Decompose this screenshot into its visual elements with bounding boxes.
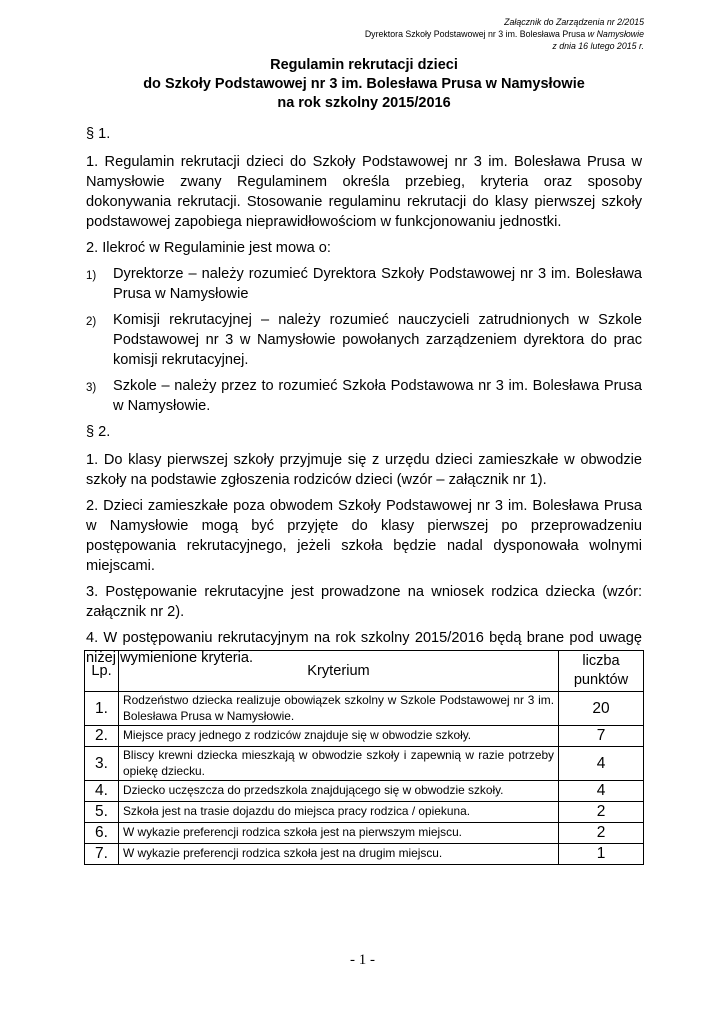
row-criterion: Miejsce pracy jednego z rodziców znajduje się w obwodzie szkoły. xyxy=(119,726,559,747)
section-2-paragraph-1: 1. Do klasy pierwszej szkoły przyjmuje się z urzędu dzieci zamieszkałe w obwodzie szkoły na podstawie zgłoszenia rodziców dzieci (wzór – załącznik nr 1). xyxy=(86,452,642,488)
row-lp: 1. xyxy=(85,692,119,726)
table-row xyxy=(85,726,644,747)
row-criterion: Bliscy krewni dziecka mieszkają w obwodzie szkoły i zapewnią w razie potrzeby opiekę dziecku. xyxy=(119,747,559,781)
document-title xyxy=(84,56,644,113)
document-body xyxy=(86,124,642,674)
definition-item-number: 3) xyxy=(86,382,97,394)
row-points: 4 xyxy=(559,747,644,781)
header-line-2-italic: w Namysłowie xyxy=(587,29,644,39)
row-points: 4 xyxy=(559,781,644,802)
row-points: 7 xyxy=(559,726,644,747)
row-lp: 3. xyxy=(85,747,119,781)
row-criterion: Dziecko uczęszcza do przedszkola znajdującego się w obwodzie szkoły. xyxy=(119,781,559,802)
header-line-2-upright: Dyrektora Szkoły Podstawowej nr 3 im. Bolesława Prusa xyxy=(364,29,586,39)
section-2-paragraph-2: 2. Dzieci zamieszkałe poza obwodem Szkoły Podstawowej nr 3 im. Bolesława Prusa w Namysłowie mogą być przyjęte do klasy pierwszej po przeprowadzeniu postępowania rekrutacyjnego, jeżeli szkoła będzie nadal dysponowała wolnymi miejscami. xyxy=(86,498,642,574)
title-line-3: na rok szkolny 2015/2016 xyxy=(277,95,451,111)
header-line-1: Załącznik do Zarządzenia nr 2/2015 xyxy=(504,17,644,27)
row-criterion: W wykazie preferencji rodzica szkoła jest na drugim miejscu. xyxy=(119,844,559,865)
row-criterion: Szkoła jest na trasie dojazdu do miejsca pracy rodzica / opiekuna. xyxy=(119,802,559,823)
header-lp: Lp. xyxy=(85,651,119,692)
row-lp: 6. xyxy=(85,823,119,844)
header-line-3: z dnia 16 lutego 2015 r. xyxy=(552,41,644,51)
section-2-heading: § 2. xyxy=(86,424,111,440)
table-row xyxy=(85,823,644,844)
definition-item xyxy=(86,376,642,416)
header-points: liczba punktów xyxy=(559,651,644,692)
table-row xyxy=(85,802,644,823)
definition-item xyxy=(86,310,642,370)
row-points: 2 xyxy=(559,823,644,844)
attachment-header xyxy=(365,16,644,52)
row-lp: 5. xyxy=(85,802,119,823)
row-lp: 4. xyxy=(85,781,119,802)
title-line-1: Regulamin rekrutacji dzieci xyxy=(270,57,458,73)
section-2-paragraph-3: 3. Postępowanie rekrutacyjne jest prowadzone na wniosek rodzica dziecka (wzór: załącznik nr 2). xyxy=(86,584,642,620)
definition-item-text: Komisji rekrutacyjnej – należy rozumieć nauczycieli zatrudnionych w Szkole Podstawowej nr 3 w Namysłowie powołanych zarządzeniem dyrektora do prac komisji rekrutacyjnej. xyxy=(113,312,642,368)
definition-item-number: 1) xyxy=(86,270,97,282)
table-row xyxy=(85,844,644,865)
row-criterion: W wykazie preferencji rodzica szkoła jest na pierwszym miejscu. xyxy=(119,823,559,844)
table-header-row xyxy=(85,651,644,692)
section-2-paragraph-4: 4. W postępowaniu rekrutacyjnym na rok szkolny 2015/2016 będą brane pod uwagę niżej wymienione kryteria. xyxy=(86,630,642,666)
table-row xyxy=(85,747,644,781)
header-criterion: Kryterium xyxy=(119,651,559,692)
section-1-paragraph-2: 2. Ilekroć w Regulaminie jest mowa o: xyxy=(86,240,331,256)
header-line-2 xyxy=(365,28,644,40)
definition-item-number: 2) xyxy=(86,316,97,328)
criteria-table xyxy=(84,650,644,865)
row-criterion: Rodzeństwo dziecka realizuje obowiązek szkolny w Szkole Podstawowej nr 3 im. Bolesława Prusa w Namysłowie. xyxy=(119,692,559,726)
table-row xyxy=(85,692,644,726)
row-points: 2 xyxy=(559,802,644,823)
definition-item-text: Dyrektorze – należy rozumieć Dyrektora Szkoły Podstawowej nr 3 im. Bolesława Prusa w Namysłowie xyxy=(113,266,642,302)
title-line-2: do Szkoły Podstawowej nr 3 im. Bolesława Prusa w Namysłowie xyxy=(143,76,585,92)
table-row xyxy=(85,781,644,802)
row-lp: 7. xyxy=(85,844,119,865)
row-points: 1 xyxy=(559,844,644,865)
row-points: 20 xyxy=(559,692,644,726)
definition-item xyxy=(86,264,642,304)
section-1-heading: § 1. xyxy=(86,126,111,142)
definition-item-text: Szkole – należy przez to rozumieć Szkoła Podstawowa nr 3 im. Bolesława Prusa w Namysłowie. xyxy=(113,378,642,414)
page-number: - 1 - xyxy=(350,952,375,968)
row-lp: 2. xyxy=(85,726,119,747)
section-1-paragraph-1: 1. Regulamin rekrutacji dzieci do Szkoły Podstawowej nr 3 im. Bolesława Prusa w Namysłowie zwany Regulaminem określa przebieg, kryteria oraz sposoby dokonywania rekrutacji. Stosowanie regulaminu rekrutacji do klasy pierwszej szkoły podstawowej zapobiega nieprawidłowościom w funkcjonowaniu jednostki. xyxy=(86,154,642,230)
